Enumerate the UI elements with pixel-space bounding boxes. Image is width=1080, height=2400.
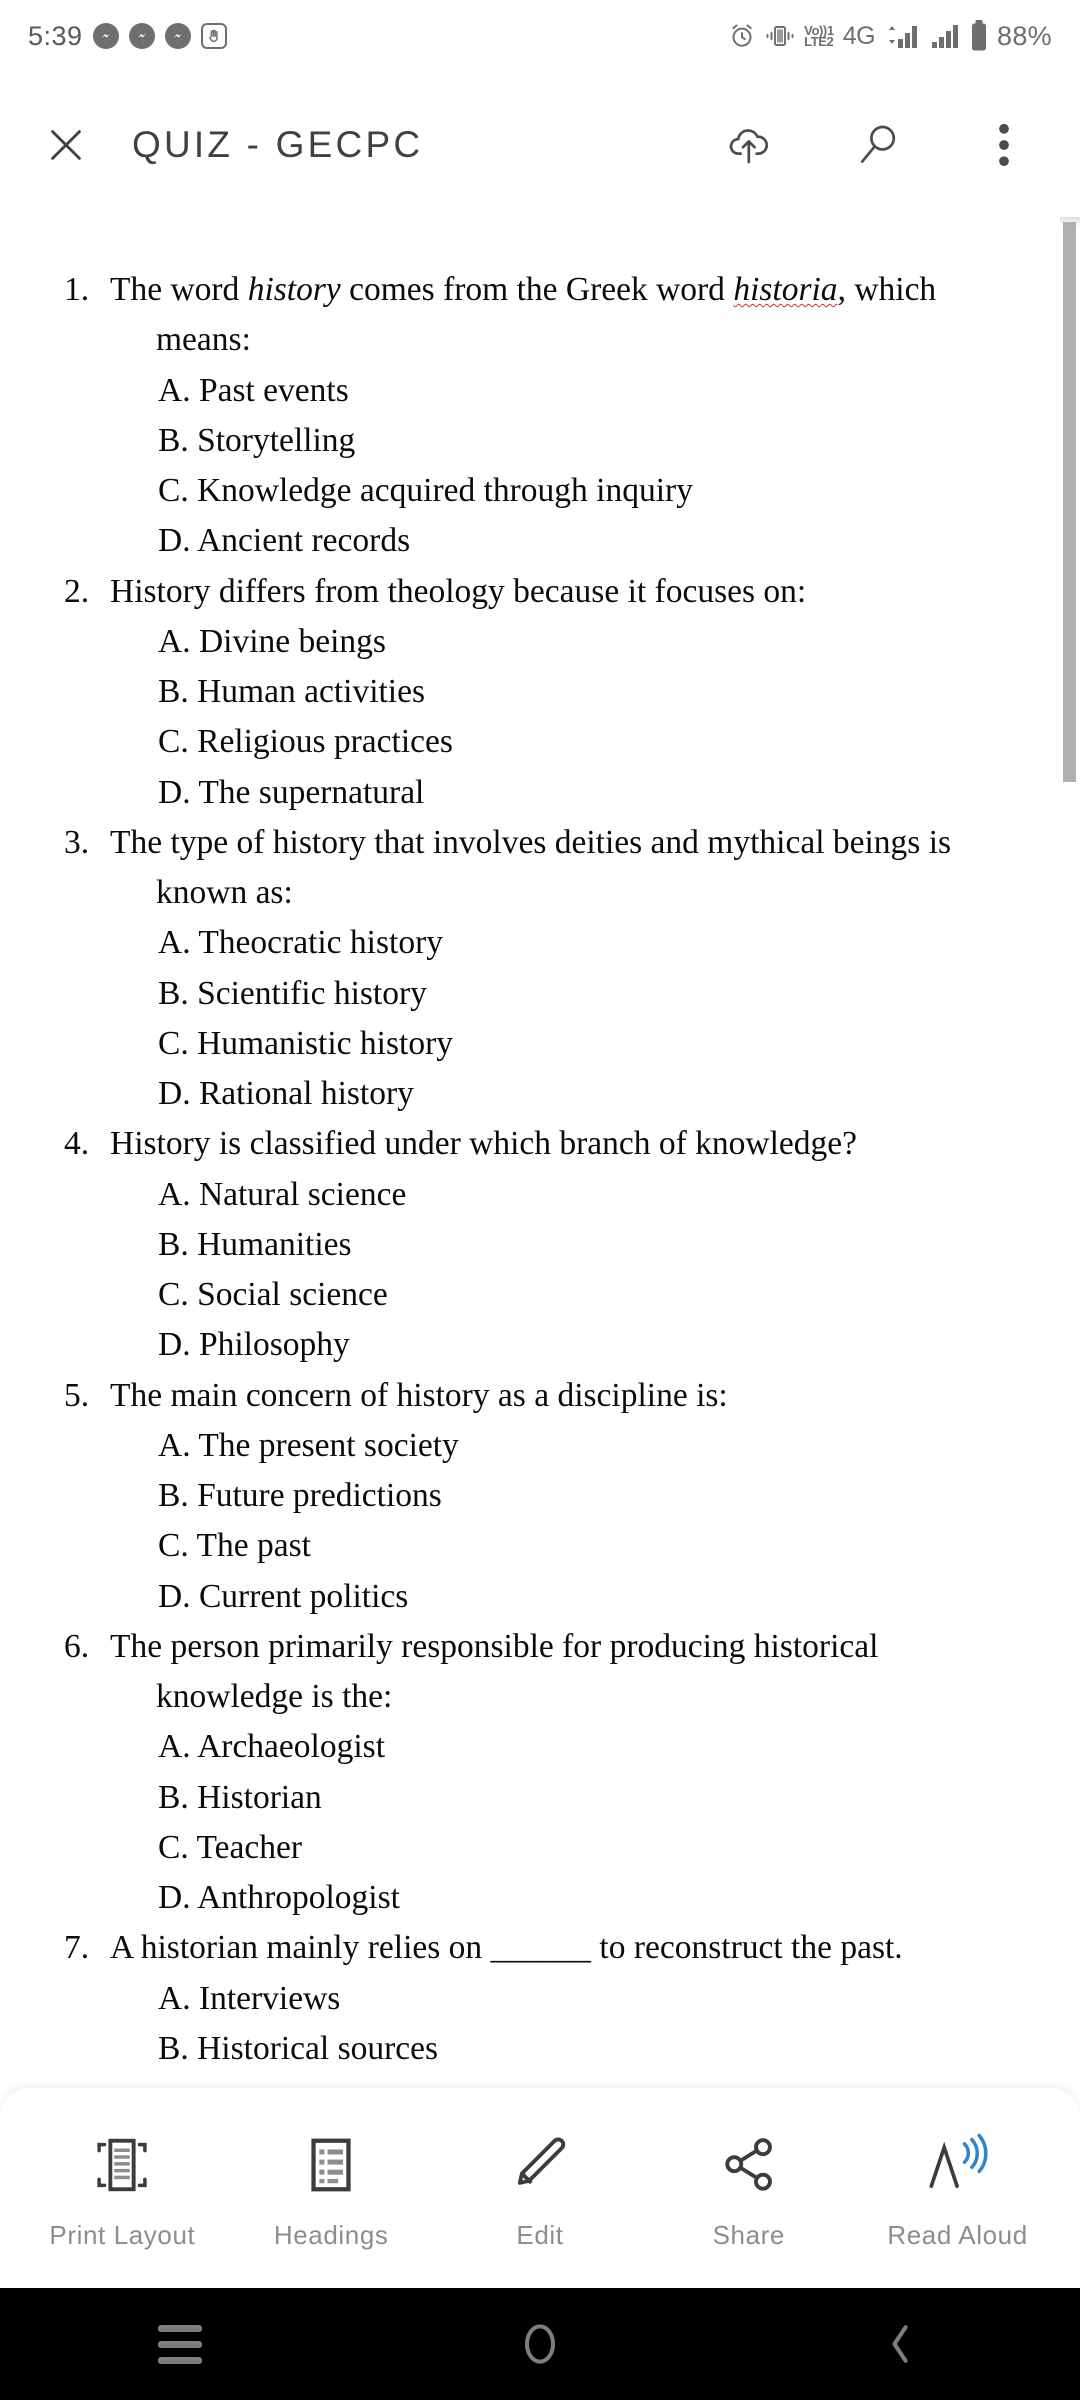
option-item: D. Rational history [158, 1075, 414, 1112]
messenger-icon [93, 23, 119, 49]
tool-label: Print Layout [49, 2219, 196, 2250]
page-title: QUIZ - GECPC [132, 123, 424, 165]
option-list [110, 918, 990, 1119]
cloud-upload-icon[interactable] [720, 113, 784, 177]
tool-edit[interactable] [445, 2126, 635, 2251]
question-list [64, 265, 990, 2081]
option-list [110, 366, 990, 567]
text-run: The main concern of history as a discipline is: [110, 1376, 728, 1414]
question-text: 2. History differs from theology because it focuses on: [64, 572, 807, 610]
text-run: The person primarily responsible for producing historical knowledge is the: [110, 1627, 879, 1715]
hand-gesture-icon [201, 23, 227, 49]
option-item: D. The supernatural [158, 773, 425, 811]
recents-icon[interactable] [80, 2288, 280, 2400]
more-vertical-icon[interactable] [972, 113, 1036, 177]
document-viewport[interactable] [0, 217, 1080, 2081]
tool-headings[interactable] [236, 2126, 426, 2251]
search-icon[interactable] [846, 113, 910, 177]
home-circle-icon[interactable] [440, 2288, 640, 2400]
question-text: 7. A historian mainly relies on ______ to reconstruct the past. [64, 1929, 903, 1967]
option-item: C. Knowledge acquired through inquiry [158, 472, 693, 509]
option-item: B. Historical sources [158, 2029, 439, 2067]
option-item: C. Humanistic history [158, 1024, 453, 1062]
option-item: B. Human activities [158, 673, 426, 710]
text-run: The word [110, 271, 248, 308]
option-item: B. Humanities [158, 1225, 352, 1263]
volte-icon: Vo))1 LTE2 [804, 22, 834, 49]
text-run: , which means: [156, 271, 937, 359]
option-item [110, 2074, 990, 2081]
status-bar-left [28, 21, 227, 52]
read-aloud-icon [923, 2126, 993, 2198]
back-chevron-icon[interactable] [800, 2288, 1000, 2400]
option-item: B. Storytelling [158, 421, 356, 459]
messenger-icon [129, 23, 155, 49]
signal2-icon [931, 21, 961, 51]
spellcheck-word: historia [733, 271, 838, 308]
question-item [64, 818, 990, 1120]
option-item: A. Theocratic history [158, 924, 443, 962]
question-item [64, 1371, 990, 1622]
alarm-icon [728, 22, 756, 50]
option-item: A. Past events [158, 371, 349, 409]
option-list [110, 1421, 990, 1622]
tool-label: Read Aloud [887, 2219, 1028, 2250]
question-item [64, 567, 990, 818]
print-layout-icon [89, 2126, 155, 2198]
option-item: A. Divine beings [158, 622, 386, 660]
option-list [110, 1722, 990, 1923]
close-icon[interactable] [34, 113, 98, 177]
tool-print-layout[interactable] [27, 2126, 217, 2251]
option-item: C. Social science [158, 1276, 388, 1313]
option-item: D. Anthropologist [158, 1879, 400, 1916]
option-item: C. Teacher [158, 1828, 302, 1866]
tool-read-aloud[interactable] [863, 2126, 1053, 2251]
question-text: 5. The main concern of history as a discipline is: [64, 1376, 728, 1414]
text-run: A historian mainly relies on ______ to reconstruct the past. [110, 1929, 903, 1967]
question-item [64, 265, 990, 567]
option-list [110, 1974, 990, 2082]
app-header [0, 72, 1080, 217]
status-time: 5:39 [28, 20, 83, 51]
option-item: D. Current politics [158, 1577, 409, 1615]
headings-icon [298, 2126, 364, 2198]
option-item: A. Archaeologist [158, 1728, 386, 1766]
option-item: A. Natural science [158, 1175, 407, 1213]
option-item: B. Scientific history [158, 974, 427, 1012]
option-item: D. Ancient records [158, 522, 411, 560]
option-item: A. The present society [158, 1426, 459, 1464]
question-item [64, 1119, 990, 1370]
pencil-icon [507, 2126, 573, 2198]
battery-icon [970, 20, 988, 52]
question-item [64, 1923, 990, 2081]
app-header-left [34, 113, 720, 177]
share-icon [716, 2126, 782, 2198]
question-item [64, 1622, 990, 1924]
text-run: comes from the Greek word [340, 271, 734, 308]
messenger-icon [165, 23, 191, 49]
option-item: C. The past [158, 1527, 311, 1565]
network-type-label: 4G [842, 21, 876, 50]
status-bar-right [728, 20, 1052, 52]
android-nav-bar [0, 2288, 1080, 2400]
text-run: The type of history that involves deities and mythical beings is known as: [110, 823, 952, 911]
option-item: D. Philosophy [158, 1326, 350, 1364]
option-list [110, 1170, 990, 1371]
tool-label: Headings [273, 2219, 389, 2250]
question-text: 6. The person primarily responsible for producing historical knowledge is the: [64, 1627, 879, 1715]
status-bar [0, 0, 1080, 72]
app-header-actions [720, 113, 1046, 177]
bottom-toolbar [0, 2088, 1080, 2288]
text-run: History differs from theology because it focuses on: [110, 572, 807, 610]
option-list [110, 617, 990, 818]
battery-percent: 88% [997, 20, 1052, 51]
question-text: 1. The word history comes from the Greek word historia, which means: [64, 271, 937, 359]
option-item: B. Future predictions [158, 1477, 442, 1514]
signal-icon [884, 21, 922, 51]
question-text: 4. History is classified under which branch of knowledge? [64, 1125, 858, 1163]
vertical-scrollbar[interactable] [1063, 222, 1076, 782]
vibrate-icon [765, 23, 795, 49]
tool-label: Edit [516, 2219, 564, 2250]
option-item: B. Historian [158, 1778, 322, 1816]
option-item: C. Religious practices [158, 723, 453, 761]
text-run: History is classified under which branch of knowledge? [110, 1125, 858, 1163]
option-item: A. Interviews [158, 1979, 341, 2017]
tool-share[interactable] [654, 2126, 844, 2251]
document-page [0, 217, 1060, 2081]
tool-label: Share [712, 2219, 785, 2250]
emphasis-text: history [247, 271, 341, 308]
question-text: 3. The type of history that involves deities and mythical beings is known as: [64, 823, 952, 911]
